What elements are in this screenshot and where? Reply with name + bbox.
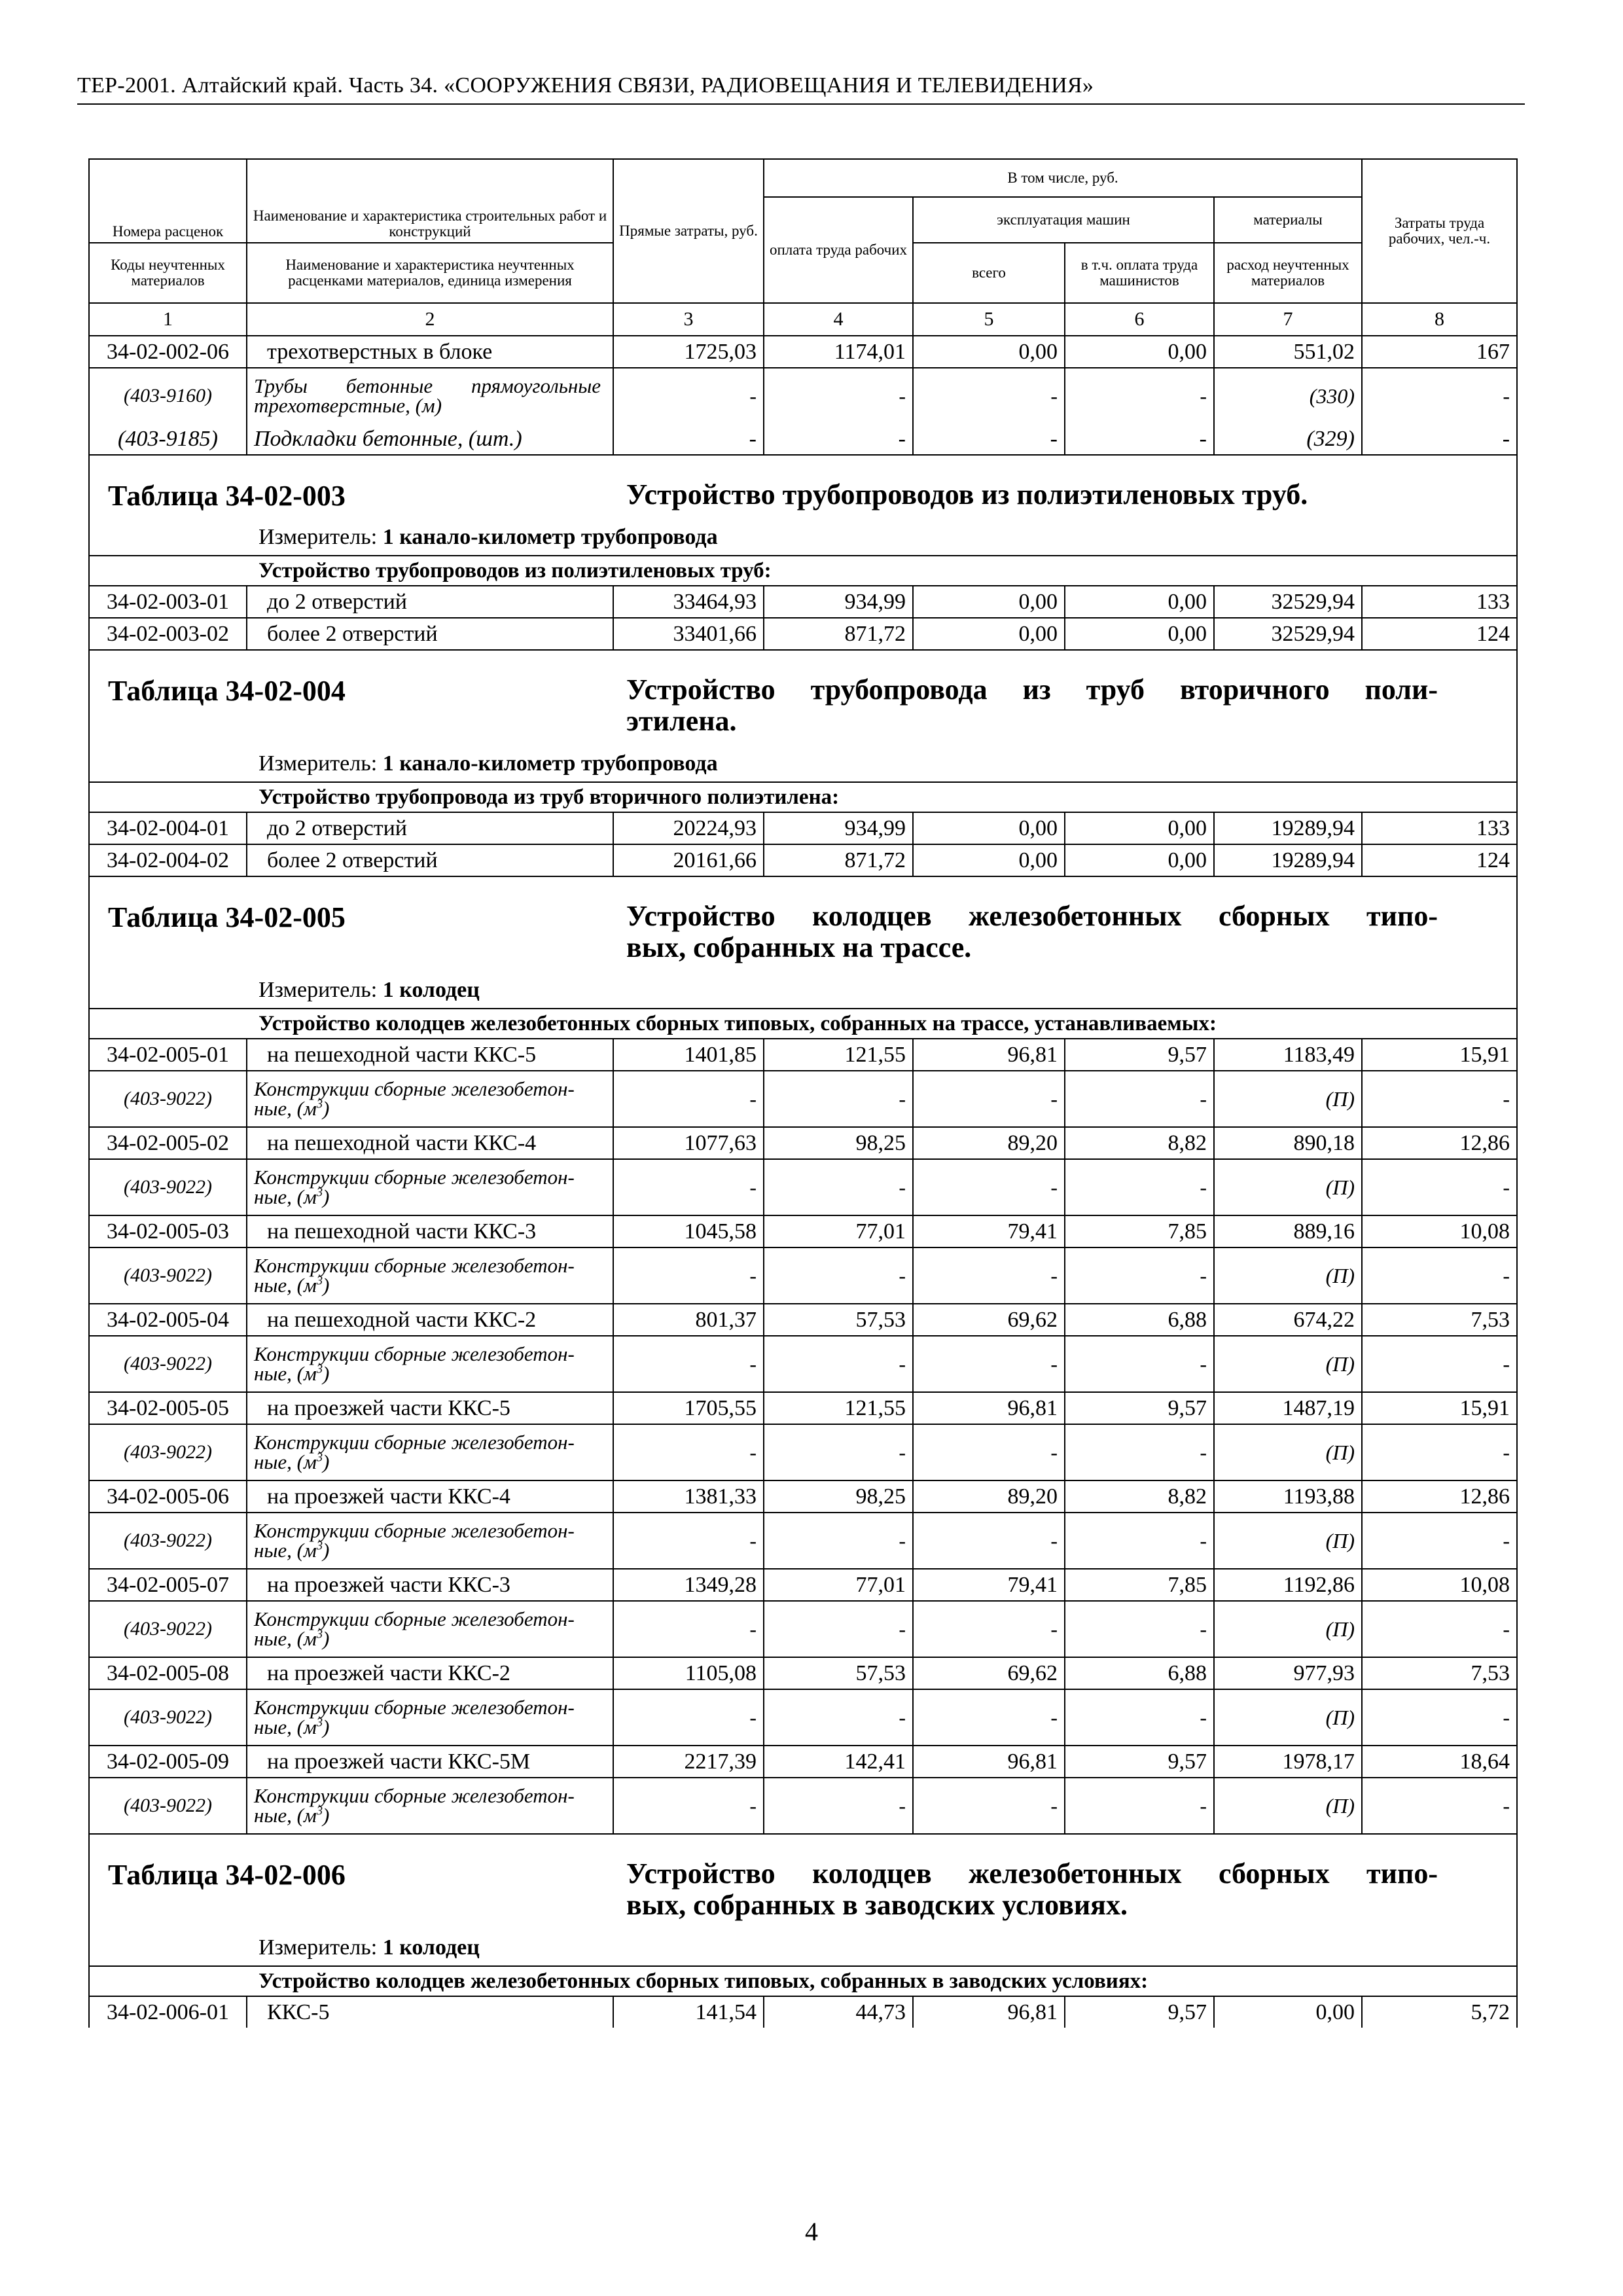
group-heading: Устройство колодцев железобетонных сборных типовых, собранных на трассе, устанавливаемых: bbox=[90, 1009, 1516, 1039]
col-header-machines: эксплуатация машин bbox=[913, 197, 1214, 243]
group-heading: Устройство колодцев железобетонных сборных типовых, собранных в заводских условиях: bbox=[90, 1966, 1516, 1996]
col-header-materials: материалы bbox=[1214, 197, 1362, 243]
page-number: 4 bbox=[805, 2217, 818, 2246]
table-row: 34-02-005-08 на проезжей части ККС-2 1105,08 57,53 69,62 6,88 977,93 7,53 bbox=[90, 1657, 1516, 1689]
col-number: 4 bbox=[764, 303, 913, 336]
col-header-works: Наименование и характеристика строительных работ и конструкций bbox=[247, 159, 613, 243]
table-row: 34-02-004-02 более 2 отверстий 20161,66 871,72 0,00 0,00 19289,94 124 bbox=[90, 844, 1516, 876]
col-header-direct-costs: Прямые затраты, руб. bbox=[613, 159, 764, 303]
col-number: 3 bbox=[613, 303, 764, 336]
table-label: Таблица 34-02-006 bbox=[108, 1859, 346, 1891]
col-header-codes: Коды неучтенных материалов bbox=[90, 243, 247, 303]
col-header-rates: Номера расценок bbox=[90, 159, 247, 243]
group-heading: Устройство трубопровода из труб вторичного полиэтилена: bbox=[90, 782, 1516, 812]
page-header: ТЕР-2001. Алтайский край. Часть 34. «СООРУЖЕНИЯ СВЯЗИ, РАДИОВЕЩАНИЯ И ТЕЛЕВИДЕНИЯ» bbox=[77, 73, 1525, 105]
col-header-mat-consumption: расход неучтенных материалов bbox=[1214, 243, 1362, 303]
col-number: 8 bbox=[1362, 303, 1516, 336]
group-heading: Устройство трубопроводов из полиэтиленовых труб: bbox=[90, 556, 1516, 586]
table-34-02-005-heading: Таблица 34-02-005 Устройство колодцев железобетонных сборных типо- вых, собранных на трассе. Измеритель: 1 колодец bbox=[90, 876, 1516, 1009]
table-label: Таблица 34-02-005 bbox=[108, 901, 346, 933]
material-row: (403-9022) Конструкции сборные железобетон-ные, $(м^3)$ - - - - (П) - bbox=[90, 1601, 1516, 1657]
material-row: (403-9160) Трубы бетонные прямоугольные трехотверстные, (м) - - - - (330) - bbox=[90, 368, 1516, 423]
col-number: 6 bbox=[1065, 303, 1214, 336]
table-row: 34-02-004-01 до 2 отверстий 20224,93 934,99 0,00 0,00 19289,94 133 bbox=[90, 812, 1516, 844]
table-row: 34-02-005-02 на пешеходной части ККС-4 1077,63 98,25 89,20 8,82 890,18 12,86 bbox=[90, 1127, 1516, 1159]
col-header-operator-wages: в т.ч. оплата труда машинистов bbox=[1065, 243, 1214, 303]
table-row: 34-02-003-01 до 2 отверстий 33464,93 934,99 0,00 0,00 32529,94 133 bbox=[90, 586, 1516, 618]
material-row: (403-9022) Конструкции сборные железобетон-ные, $(м^3)$ - - - - (П) - bbox=[90, 1159, 1516, 1215]
col-number: 7 bbox=[1214, 303, 1362, 336]
table-title: Устройство колодцев железобетонных сборных типо- вых, собранных на трассе. bbox=[626, 900, 1438, 963]
col-header-mat-names: Наименование и характеристика неучтенных расценками материалов, единица измерения bbox=[247, 243, 613, 303]
table-title: Устройство трубопроводов из полиэтиленовых труб. bbox=[626, 478, 1308, 511]
table-label: Таблица 34-02-004 bbox=[108, 675, 346, 707]
table-row: 34-02-005-06 на проезжей части ККС-4 1381,33 98,25 89,20 8,82 1193,88 12,86 bbox=[90, 1480, 1516, 1513]
col-number: 1 bbox=[90, 303, 247, 336]
table-row: 34-02-005-01 на пешеходной части ККС-5 1401,85 121,55 96,81 9,57 1183,49 15,91 bbox=[90, 1039, 1516, 1071]
rates-table bbox=[88, 158, 1518, 2028]
col-header-wages: оплата труда рабочих bbox=[764, 197, 913, 303]
col-header-group: В том числе, руб. bbox=[764, 159, 1362, 197]
material-row: (403-9022) Конструкции сборные железобетон-ные, $(м^3)$ - - - - (П) - bbox=[90, 1513, 1516, 1569]
table-row: 34-02-005-05 на проезжей части ККС-5 1705,55 121,55 96,81 9,57 1487,19 15,91 bbox=[90, 1392, 1516, 1424]
table-34-02-006-heading: Таблица 34-02-006 Устройство колодцев железобетонных сборных типо- вых, собранных в заводских условиях. Измеритель: 1 колодец bbox=[90, 1835, 1516, 1966]
col-header-labor: Затраты труда рабочих, чел.-ч. bbox=[1362, 159, 1516, 303]
table-34-02-003-heading: Таблица 34-02-003 Устройство трубопроводов из полиэтиленовых труб. Измеритель: 1 канало-километр трубопровода bbox=[90, 455, 1516, 556]
material-row: (403-9022) Конструкции сборные железобетон-ные, $(м^3)$ - - - - (П) - bbox=[90, 1689, 1516, 1746]
table-title: Устройство трубопровода из труб вторичного поли- этилена. bbox=[626, 673, 1438, 737]
table-row: 34-02-005-09 на проезжей части ККС-5М 2217,39 142,41 96,81 9,57 1978,17 18,64 bbox=[90, 1746, 1516, 1778]
material-row: (403-9022) Конструкции сборные железобетон-ные, $(м^3)$ - - - - (П) - bbox=[90, 1071, 1516, 1127]
table-row: 34-02-005-03 на пешеходной части ККС-3 1045,58 77,01 79,41 7,85 889,16 10,08 bbox=[90, 1215, 1516, 1247]
table-row: 34-02-006-01 ККС-5 141,54 44,73 96,81 9,57 0,00 5,72 bbox=[90, 1996, 1516, 2028]
table-row: 34-02-002-06 трехотверстных в блоке 1725,03 1174,01 0,00 0,00 551,02 167 bbox=[90, 336, 1516, 368]
col-number: 5 bbox=[913, 303, 1065, 336]
material-row: (403-9022) Конструкции сборные железобетон-ные, $(м^3)$ - - - - (П) - bbox=[90, 1336, 1516, 1392]
table-row: 34-02-005-07 на проезжей части ККС-3 1349,28 77,01 79,41 7,85 1192,86 10,08 bbox=[90, 1569, 1516, 1601]
table-row: 34-02-003-02 более 2 отверстий 33401,66 871,72 0,00 0,00 32529,94 124 bbox=[90, 618, 1516, 650]
material-row: (403-9022) Конструкции сборные железобетон-ные, $(м^3)$ - - - - (П) - bbox=[90, 1778, 1516, 1834]
material-row: (403-9022) Конструкции сборные железобетон-ные, $(м^3)$ - - - - (П) - bbox=[90, 1424, 1516, 1480]
material-row: (403-9185) Подкладки бетонные, (шт.) - - - - (329) - bbox=[90, 423, 1516, 455]
col-header-total: всего bbox=[913, 243, 1065, 303]
table-row: 34-02-005-04 на пешеходной части ККС-2 801,37 57,53 69,62 6,88 674,22 7,53 bbox=[90, 1304, 1516, 1336]
col-number: 2 bbox=[247, 303, 613, 336]
table-label: Таблица 34-02-003 bbox=[108, 480, 346, 512]
table-title: Устройство колодцев железобетонных сборных типо- вых, собранных в заводских условиях. bbox=[626, 1857, 1438, 1921]
material-row: (403-9022) Конструкции сборные железобетон-ные, $(м^3)$ - - - - (П) - bbox=[90, 1247, 1516, 1304]
table-34-02-004-heading: Таблица 34-02-004 Устройство трубопровода из труб вторичного поли- этилена. Измеритель: 1 канало-километр трубопровода bbox=[90, 650, 1516, 782]
